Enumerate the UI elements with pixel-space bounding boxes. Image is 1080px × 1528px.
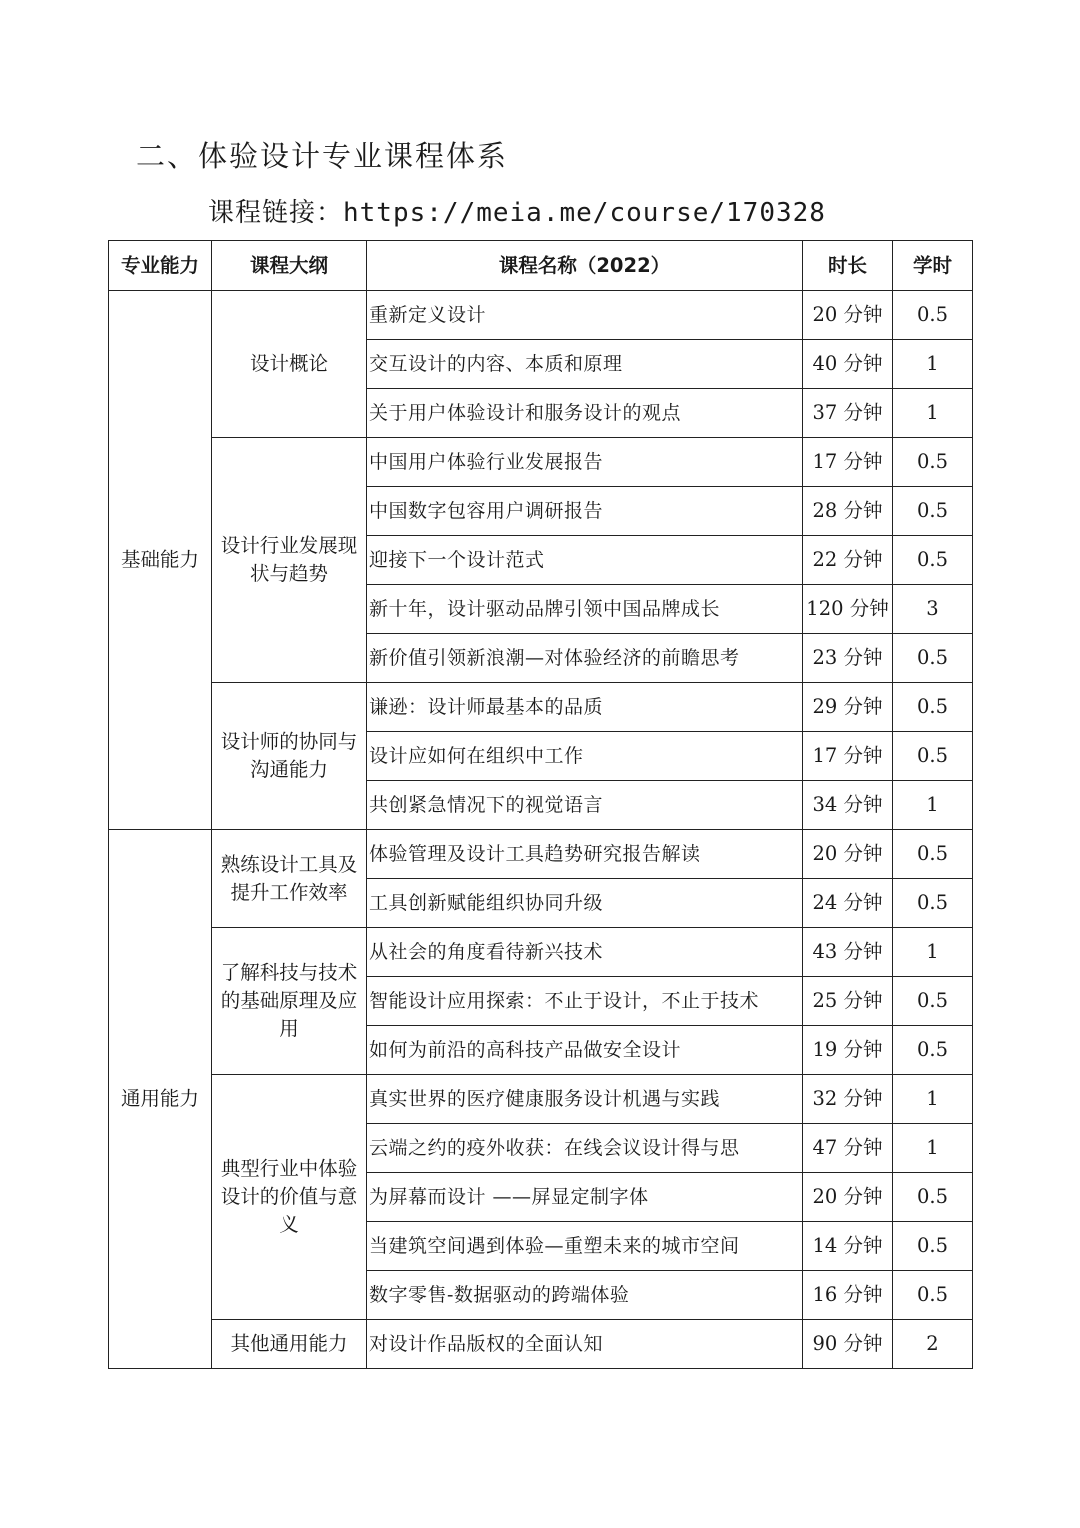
duration-cell: 47 分钟 — [803, 1124, 893, 1173]
table-row — [109, 830, 973, 879]
outline-cell: 其他通用能力 — [212, 1320, 367, 1369]
table-row — [109, 438, 973, 487]
table-row — [109, 928, 973, 977]
duration-cell: 17 分钟 — [803, 732, 893, 781]
outline-cell: 典型行业中体验设计的价值与意义 — [212, 1075, 367, 1320]
hours-cell: 0.5 — [893, 977, 973, 1026]
hours-cell: 0.5 — [893, 1026, 973, 1075]
duration-cell: 40 分钟 — [803, 340, 893, 389]
course-name-cell: 共创紧急情况下的视觉语言 — [367, 781, 803, 830]
duration-cell: 16 分钟 — [803, 1271, 893, 1320]
header-duration: 时长 — [803, 241, 893, 291]
duration-cell: 37 分钟 — [803, 389, 893, 438]
hours-cell: 0.5 — [893, 634, 973, 683]
duration-cell: 19 分钟 — [803, 1026, 893, 1075]
hours-cell: 1 — [893, 389, 973, 438]
duration-cell: 34 分钟 — [803, 781, 893, 830]
hours-cell: 1 — [893, 1075, 973, 1124]
course-name-cell: 从社会的角度看待新兴技术 — [367, 928, 803, 977]
course-table — [108, 240, 973, 1369]
hours-cell: 1 — [893, 928, 973, 977]
hours-cell: 1 — [893, 1124, 973, 1173]
duration-cell: 120 分钟 — [803, 585, 893, 634]
table-row — [109, 291, 973, 340]
outline-cell: 设计概论 — [212, 291, 367, 438]
course-name-cell: 如何为前沿的高科技产品做安全设计 — [367, 1026, 803, 1075]
table-row — [109, 683, 973, 732]
ability-cell: 基础能力 — [109, 291, 212, 830]
header-outline: 课程大纲 — [212, 241, 367, 291]
hours-cell: 1 — [893, 781, 973, 830]
duration-cell: 43 分钟 — [803, 928, 893, 977]
duration-cell: 24 分钟 — [803, 879, 893, 928]
hours-cell: 0.5 — [893, 291, 973, 340]
header-hours: 学时 — [893, 241, 973, 291]
outline-cell: 设计师的协同与沟通能力 — [212, 683, 367, 830]
table-row — [109, 1075, 973, 1124]
duration-cell: 20 分钟 — [803, 830, 893, 879]
hours-cell: 1 — [893, 340, 973, 389]
course-name-cell: 关于用户体验设计和服务设计的观点 — [367, 389, 803, 438]
course-name-cell: 云端之约的疫外收获：在线会议设计得与思 — [367, 1124, 803, 1173]
course-name-cell: 中国用户体验行业发展报告 — [367, 438, 803, 487]
duration-cell: 32 分钟 — [803, 1075, 893, 1124]
duration-cell: 23 分钟 — [803, 634, 893, 683]
header-course-name: 课程名称（2022） — [367, 241, 803, 291]
course-name-cell: 当建筑空间遇到体验—重塑未来的城市空间 — [367, 1222, 803, 1271]
course-name-cell: 真实世界的医疗健康服务设计机遇与实践 — [367, 1075, 803, 1124]
section-heading: 二、体验设计专业课程体系 — [136, 139, 509, 173]
outline-cell: 了解科技与技术的基础原理及应用 — [212, 928, 367, 1075]
course-name-cell: 工具创新赋能组织协同升级 — [367, 879, 803, 928]
hours-cell: 0.5 — [893, 683, 973, 732]
course-name-cell: 为屏幕而设计 ——屏显定制字体 — [367, 1173, 803, 1222]
outline-cell: 熟练设计工具及提升工作效率 — [212, 830, 367, 928]
course-name-cell: 设计应如何在组织中工作 — [367, 732, 803, 781]
course-name-cell: 谦逊：设计师最基本的品质 — [367, 683, 803, 732]
duration-cell: 20 分钟 — [803, 291, 893, 340]
duration-cell: 22 分钟 — [803, 536, 893, 585]
hours-cell: 2 — [893, 1320, 973, 1369]
course-name-cell: 中国数字包容用户调研报告 — [367, 487, 803, 536]
outline-cell: 设计行业发展现状与趋势 — [212, 438, 367, 683]
duration-cell: 25 分钟 — [803, 977, 893, 1026]
duration-cell: 20 分钟 — [803, 1173, 893, 1222]
header-ability: 专业能力 — [109, 241, 212, 291]
course-name-cell: 重新定义设计 — [367, 291, 803, 340]
ability-cell: 通用能力 — [109, 830, 212, 1369]
course-name-cell: 智能设计应用探索：不止于设计，不止于技术 — [367, 977, 803, 1026]
hours-cell: 0.5 — [893, 879, 973, 928]
hours-cell: 0.5 — [893, 830, 973, 879]
duration-cell: 90 分钟 — [803, 1320, 893, 1369]
course-name-cell: 新价值引领新浪潮—对体验经济的前瞻思考 — [367, 634, 803, 683]
course-name-cell: 交互设计的内容、本质和原理 — [367, 340, 803, 389]
hours-cell: 0.5 — [893, 438, 973, 487]
hours-cell: 3 — [893, 585, 973, 634]
hours-cell: 0.5 — [893, 1173, 973, 1222]
hours-cell: 0.5 — [893, 487, 973, 536]
duration-cell: 14 分钟 — [803, 1222, 893, 1271]
course-name-cell: 新十年，设计驱动品牌引领中国品牌成长 — [367, 585, 803, 634]
course-name-cell: 体验管理及设计工具趋势研究报告解读 — [367, 830, 803, 879]
hours-cell: 0.5 — [893, 1222, 973, 1271]
duration-cell: 17 分钟 — [803, 438, 893, 487]
table-body — [109, 291, 973, 1369]
course-name-cell: 数字零售-数据驱动的跨端体验 — [367, 1271, 803, 1320]
table-row — [109, 1320, 973, 1369]
hours-cell: 0.5 — [893, 1271, 973, 1320]
hours-cell: 0.5 — [893, 732, 973, 781]
course-name-cell: 对设计作品版权的全面认知 — [367, 1320, 803, 1369]
duration-cell: 29 分钟 — [803, 683, 893, 732]
course-link[interactable]: 课程链接：https://meia.me/course/170328 — [208, 198, 826, 228]
table-header-row — [109, 241, 973, 291]
duration-cell: 28 分钟 — [803, 487, 893, 536]
hours-cell: 0.5 — [893, 536, 973, 585]
course-name-cell: 迎接下一个设计范式 — [367, 536, 803, 585]
